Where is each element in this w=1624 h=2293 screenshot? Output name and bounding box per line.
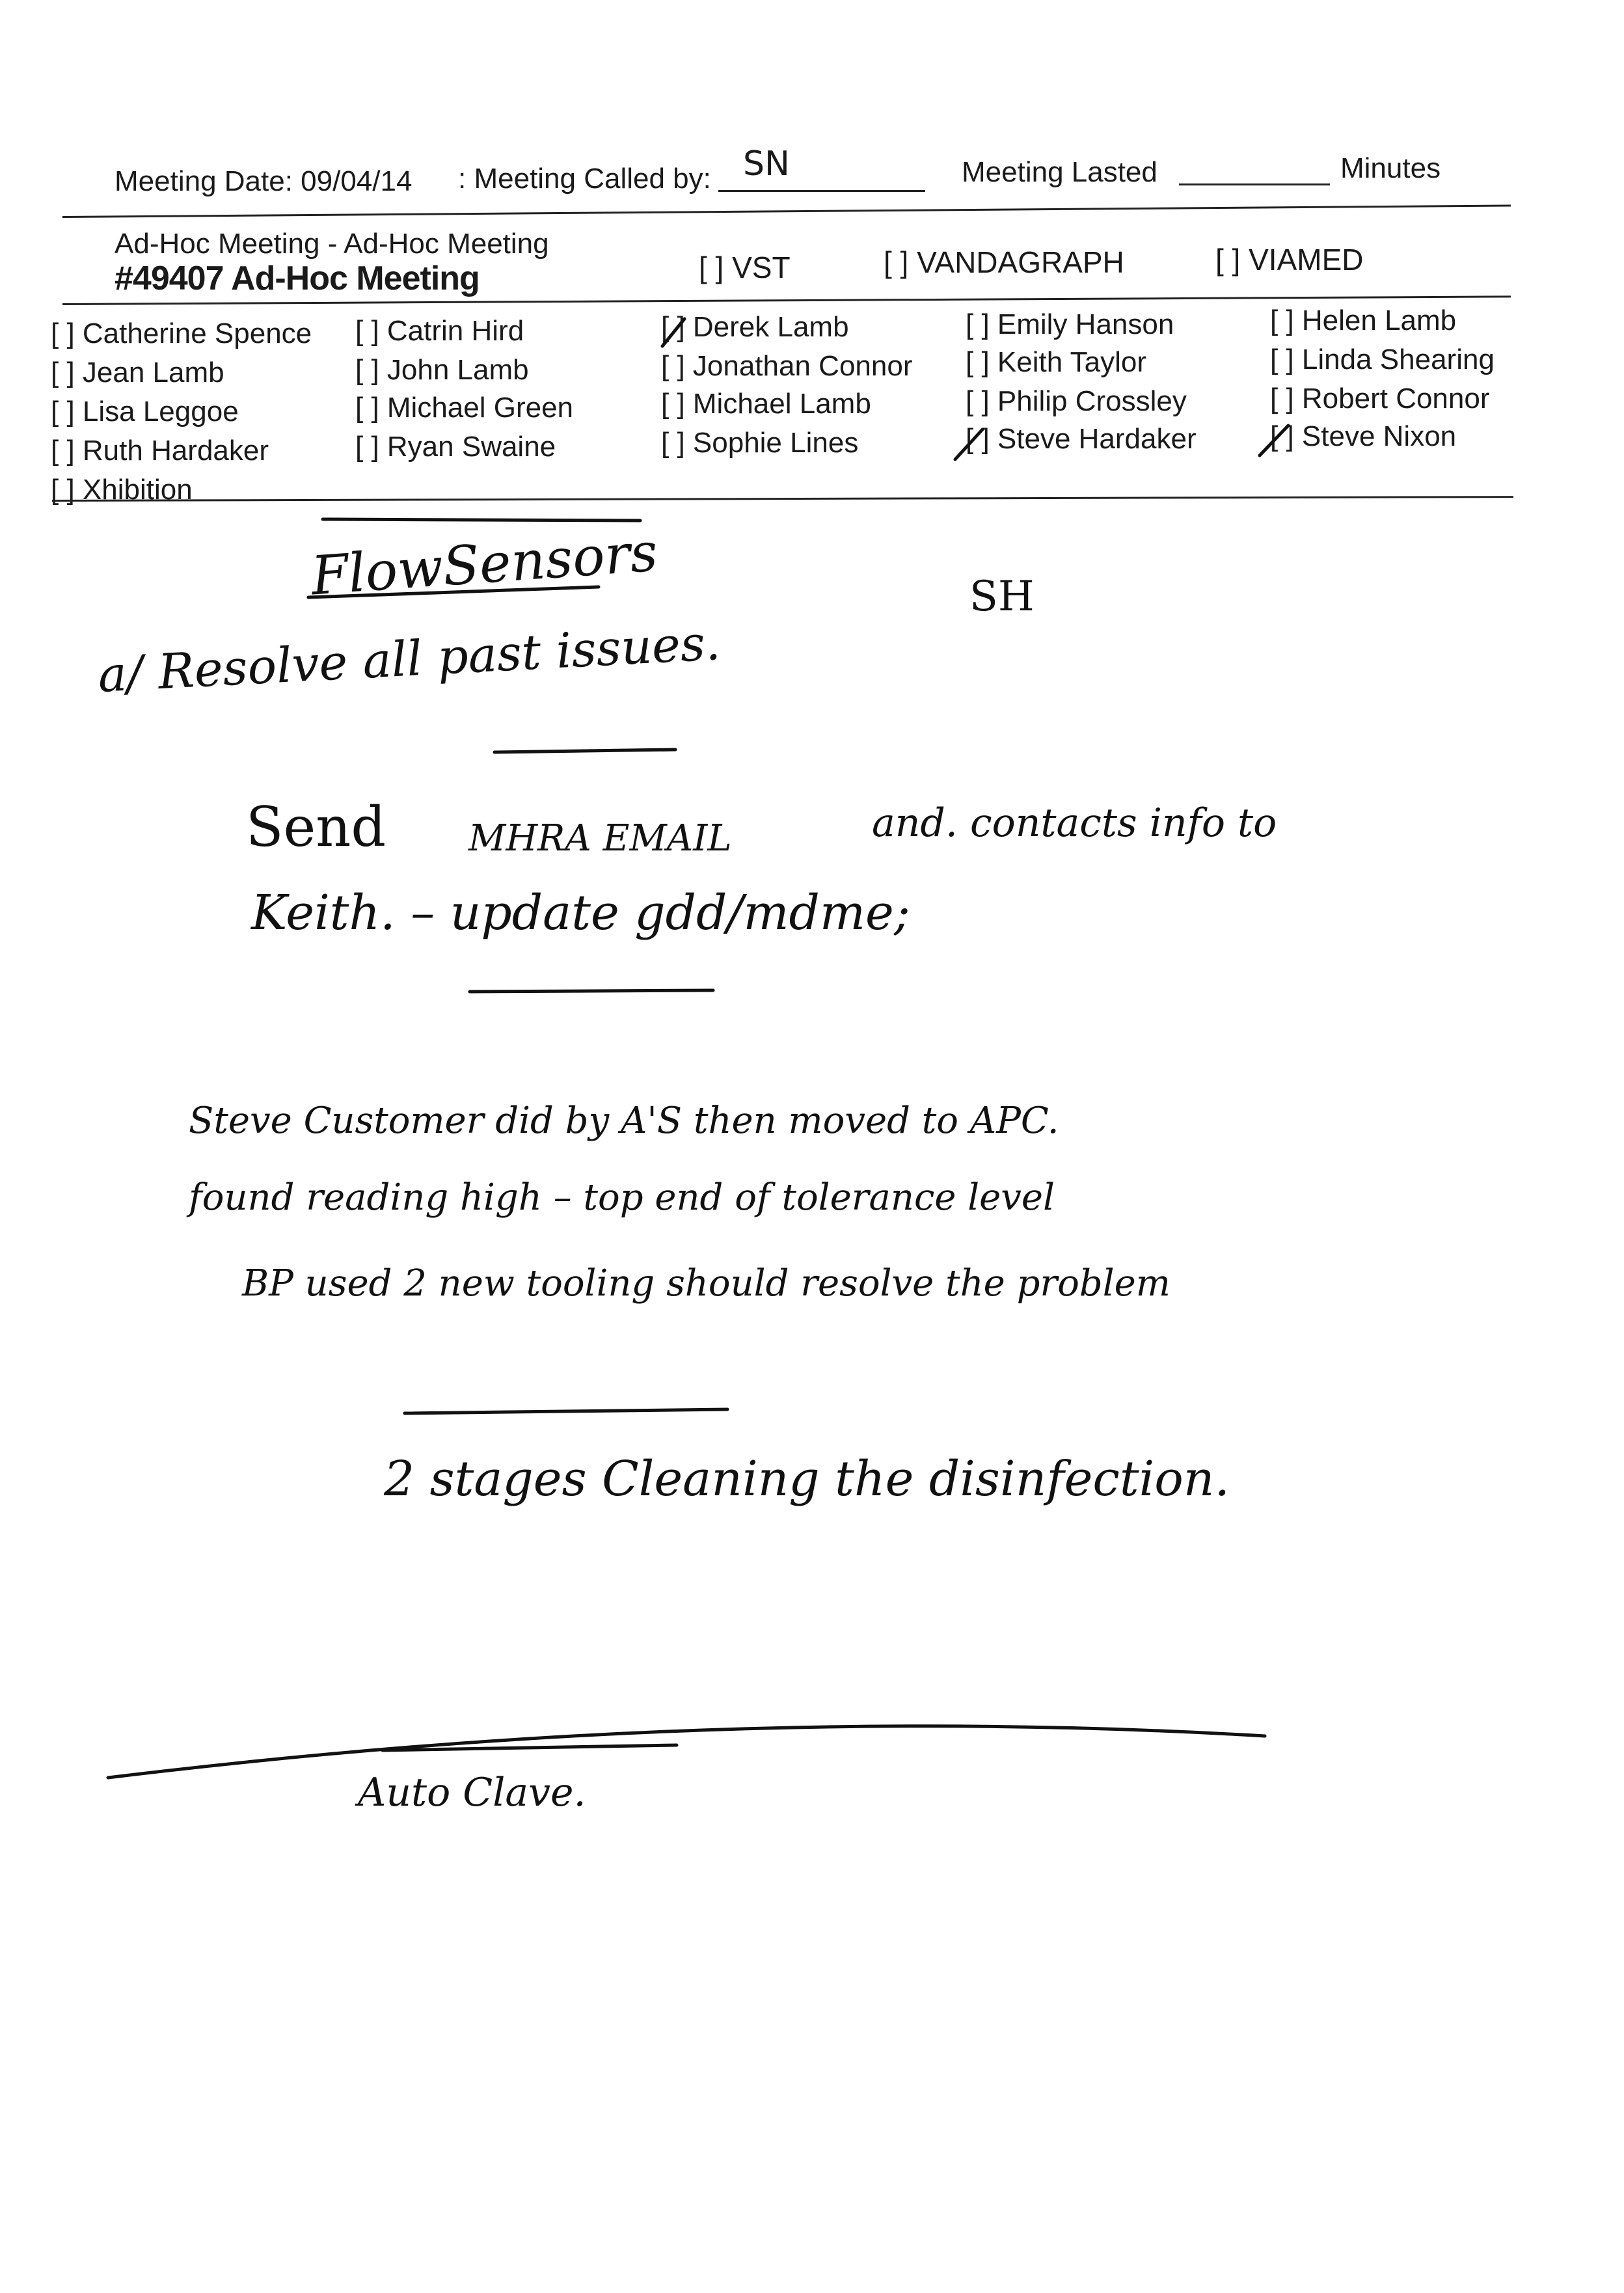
product-vandagraph: [ ] VANDAGRAPH — [884, 245, 1124, 279]
attendee-john-lamb: [ ] John Lamb — [355, 354, 529, 386]
attendee-catrin-hird: [ ] Catrin Hird — [355, 315, 524, 347]
meeting-title: #49407 Ad-Hoc Meeting — [115, 260, 480, 297]
notes-line-2-rest: and. contacts info to — [872, 800, 1277, 846]
attendee-derek-lamb: [ ] Derek Lamb — [661, 311, 849, 343]
notes-line-1: a/ Resolve all past issues. — [96, 614, 722, 704]
attendee-sophie-lines: [ ] Sophie Lines — [661, 427, 859, 459]
attendee-michael-lamb: [ ] Michael Lamb — [661, 388, 871, 420]
steve-nixon-check-mark — [1260, 426, 1288, 455]
called-by-label: : Meeting Called by: — [458, 163, 711, 195]
attendee-philip-crossley: [ ] Philip Crossley — [966, 385, 1187, 417]
attendee-helen-lamb: [ ] Helen Lamb — [1270, 305, 1457, 336]
separator-stroke-1 — [494, 750, 675, 752]
product-vst: [ ] VST — [699, 251, 791, 284]
notes-line-7: 2 stages Cleaning the disinfection. — [384, 1451, 1230, 1507]
attendee-catherine-spence: [ ] Catherine Spence — [51, 318, 312, 349]
attendee-lisa-leggoe: [ ] Lisa Leggoe — [51, 396, 239, 427]
minutes-label: Minutes — [1340, 152, 1441, 184]
attendee-steve-hardaker: [ ] Steve Hardaker — [966, 423, 1197, 455]
notes-line-6: BP used 2 new tooling should resolve the problem — [242, 1262, 1171, 1305]
meeting-lasted-label: Meeting Lasted — [962, 156, 1157, 188]
notes-line-2-send: Send — [246, 795, 386, 859]
attendee-michael-green: [ ] Michael Green — [355, 392, 574, 424]
separator-stroke-2 — [470, 990, 713, 992]
product-viamed: [ ] VIAMED — [1215, 243, 1364, 277]
bottom-long-stroke — [108, 1726, 1265, 1778]
steve-hardaker-check-mark — [955, 429, 982, 459]
attendee-linda-shearing: [ ] Linda Shearing — [1270, 344, 1495, 375]
notes-line-8: Auto Clave. — [358, 1770, 586, 1815]
heading-overline — [323, 519, 640, 521]
meeting-type-line: Ad-Hoc Meeting - Ad-Hoc Meeting — [115, 228, 549, 260]
attendee-keith-taylor: [ ] Keith Taylor — [966, 346, 1146, 378]
attendee-emily-hanson: [ ] Emily Hanson — [966, 308, 1174, 340]
notes-line-2-mhra: MHRA EMAIL — [468, 817, 732, 860]
attendee-ryan-swaine: [ ] Ryan Swaine — [355, 431, 556, 463]
attendee-steve-nixon: [ ] Steve Nixon — [1270, 420, 1457, 452]
notes-owner-initials: SH — [969, 573, 1035, 621]
notes-line-5: found reading high – top end of tolerance level — [189, 1176, 1055, 1219]
attendee-jonathan-connor: [ ] Jonathan Connor — [661, 350, 913, 382]
separator-stroke-3 — [405, 1409, 727, 1413]
derek-lamb-check-mark — [662, 319, 684, 346]
attendee-ruth-hardaker: [ ] Ruth Hardaker — [51, 435, 269, 467]
attendee-jean-lamb: [ ] Jean Lamb — [51, 357, 224, 388]
called-by-value: SN — [743, 144, 790, 183]
notes-line-4: Steve Customer did by A'S then moved to APC. — [189, 1100, 1059, 1142]
attendee-xhibition: [ ] Xhibition — [51, 474, 193, 506]
attendee-robert-connor: [ ] Robert Connor — [1270, 383, 1490, 414]
meeting-date: Meeting Date: 09/04/14 — [115, 165, 413, 197]
notes-line-3: Keith. – update gdd/mdme; — [251, 885, 910, 941]
notes-heading: FlowSensors — [309, 521, 660, 608]
